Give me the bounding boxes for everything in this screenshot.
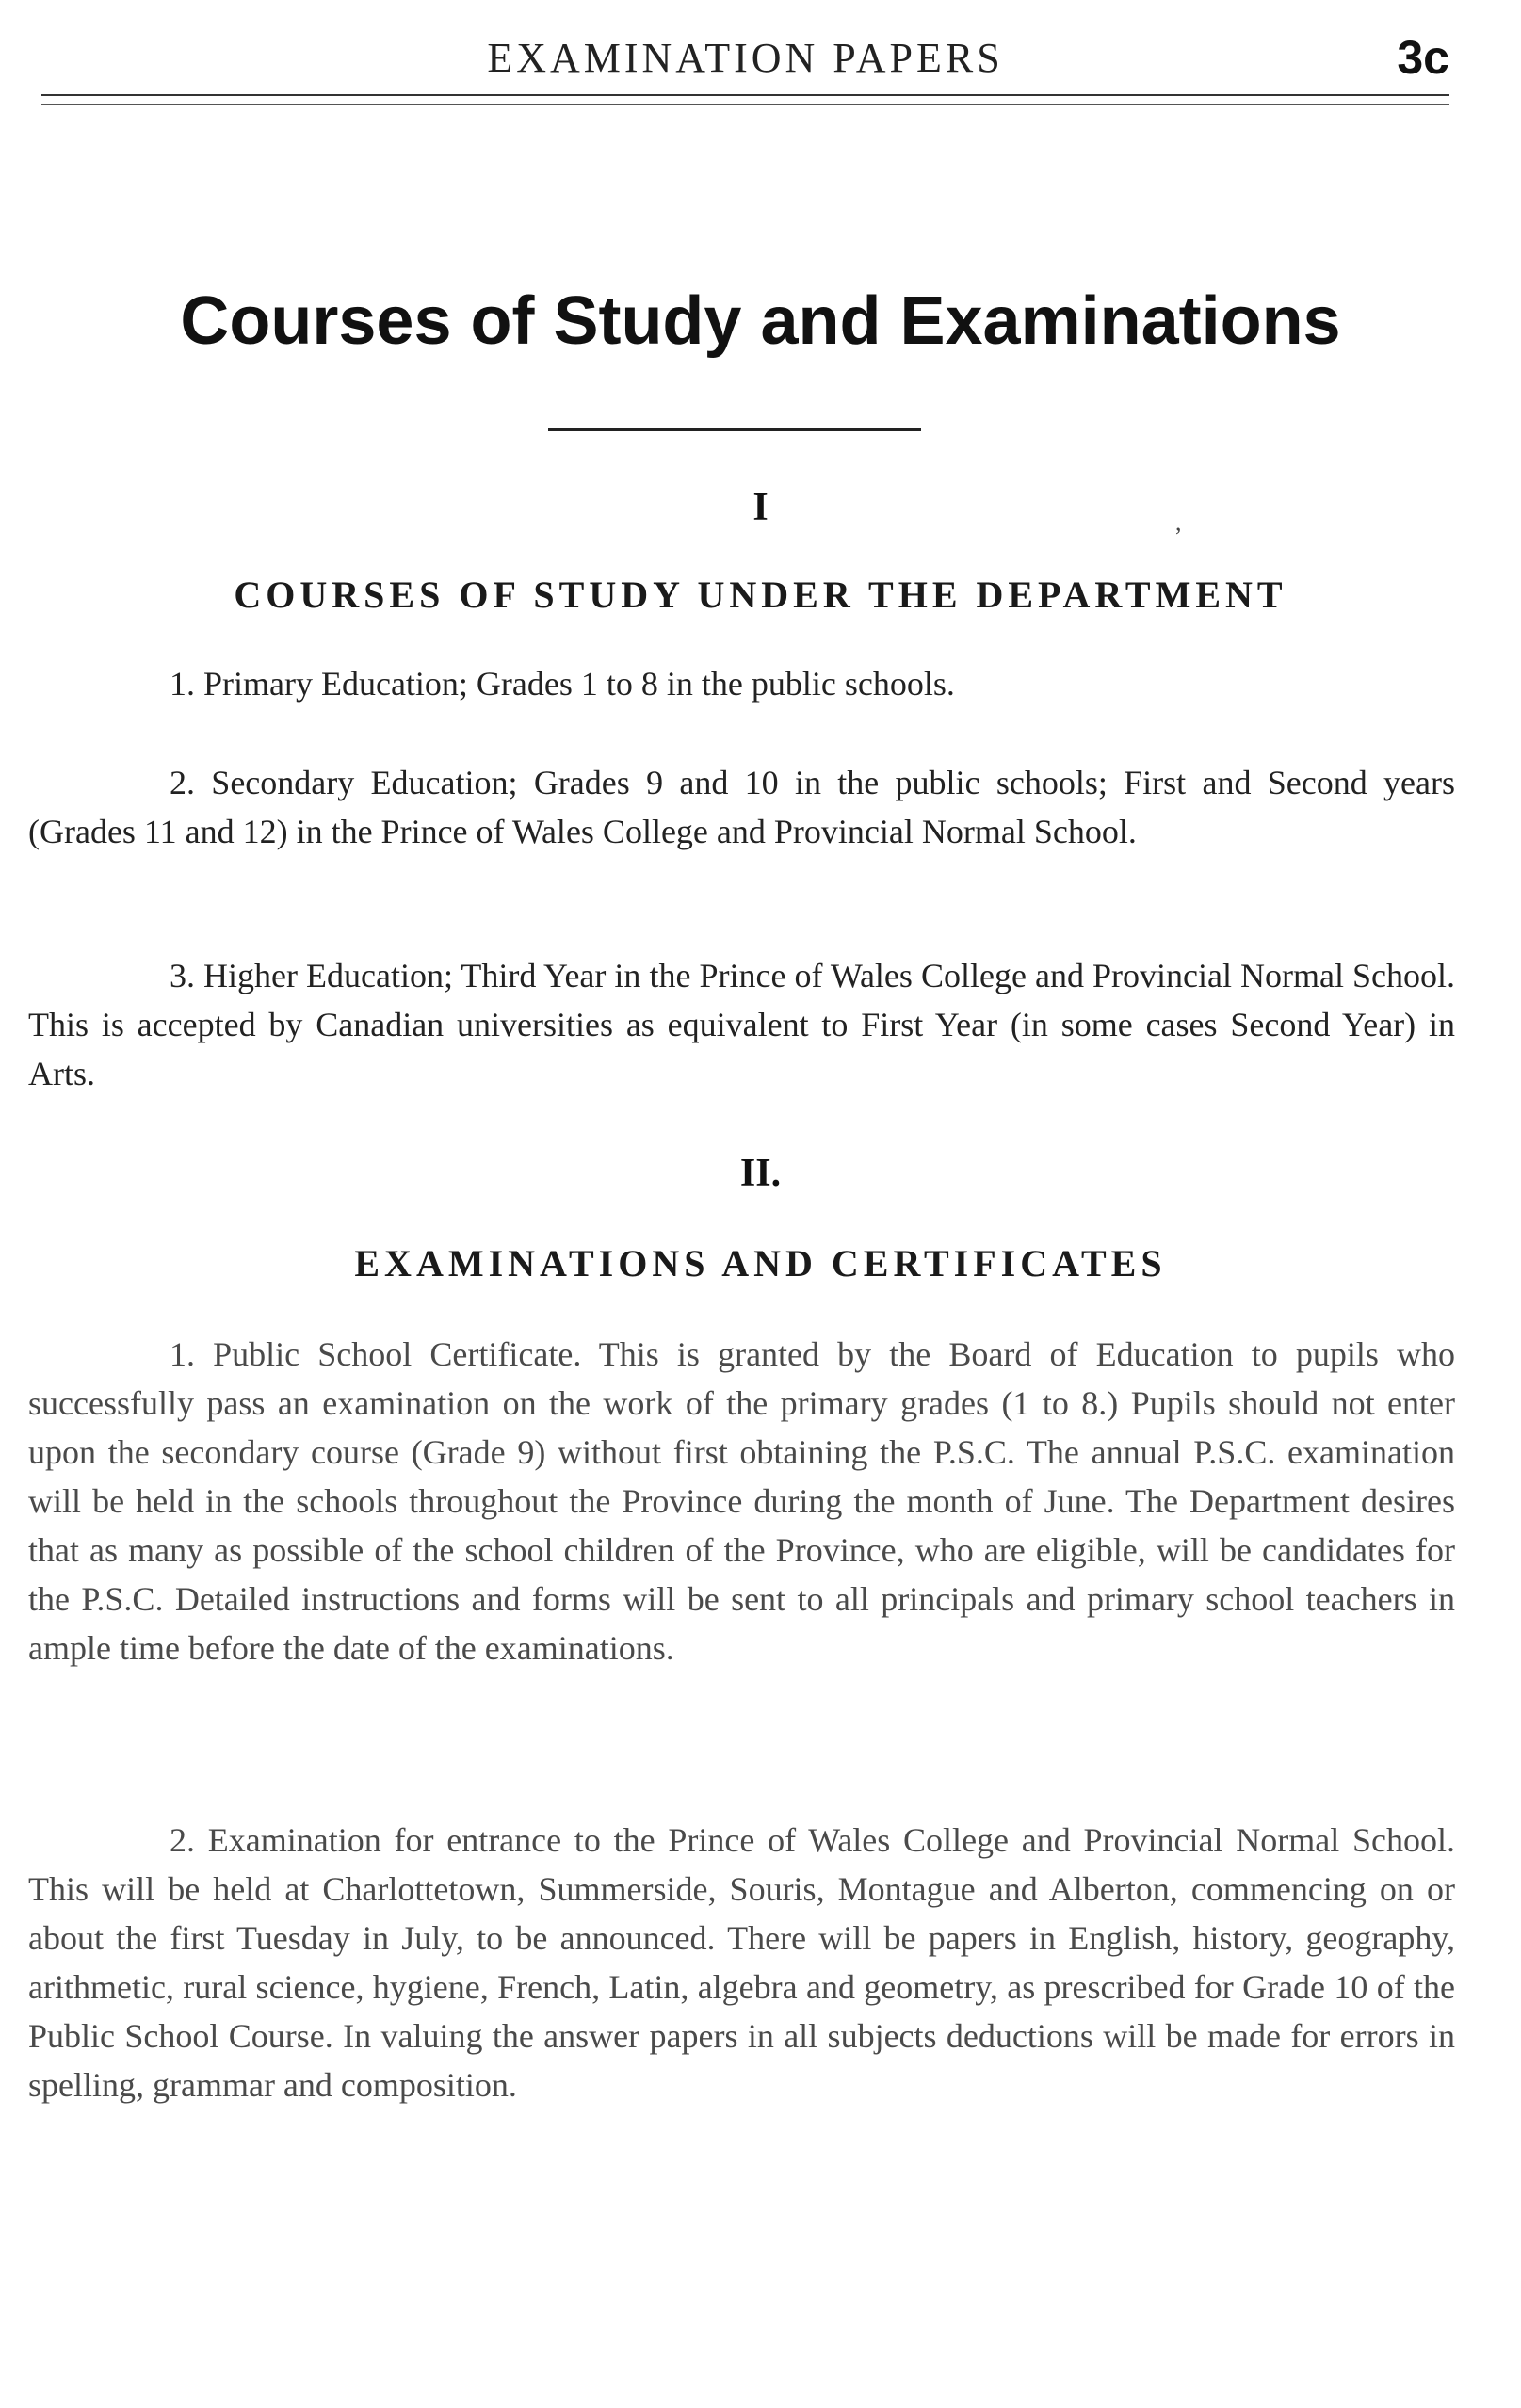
- header-rule-secondary: [41, 104, 1449, 105]
- section-1-heading: COURSES OF STUDY UNDER THE DEPARTMENT: [234, 574, 1287, 616]
- title-divider: [548, 428, 921, 431]
- header-rule: [41, 94, 1449, 96]
- section-1-numeral: I: [752, 486, 769, 529]
- section-1-item-3: 3. Higher Education; Third Year in the Prince of Wales College and Provincial Normal School. This is accepted by Canadian universities as equivalent to First Year (in some cases Second Year) in Arts.: [28, 957, 1455, 1092]
- page-title: Courses of Study and Examinations: [180, 283, 1341, 359]
- section-1-item-1: 1. Primary Education; Grades 1 to 8 in the public schools.: [170, 665, 955, 703]
- section-2-item-2: 2. Examination for entrance to the Prince of Wales College and Provincial Normal School. This will be held at Charlottetown, Summerside, Souris, Montague and Alberton, commencing on or about the first Tuesday in July, to be announced. There will be papers in English, history, geography, arithmetic, rural science, hygiene, French, Latin, algebra and geometry, as prescribed for Grade 10 of the Public School Course. In valuing the answer papers in all subjects deductions will be made for errors in spelling, grammar and composition.: [28, 1821, 1455, 2104]
- running-title: EXAMINATION PAPERS: [487, 35, 1004, 81]
- section-2-numeral: II.: [739, 1152, 782, 1195]
- running-header: [41, 26, 1449, 83]
- section-2-item-1: 1. Public School Certificate. This is granted by the Board of Education to pupils who successfully pass an examination on the work of the primary grades (1 to 8.) Pupils should not enter upon the secondary course (Grade 9) without first obtaining the P.S.C. The annual P.S.C. examination will be held in the schools throughout the Province during the month of June. The Department desires that as many as possible of the school children of the Province, who are eligible, will be candidates for the P.S.C. Detailed instructions and forms will be sent to all principals and primary school teachers in ample time before the date of the examinations.: [28, 1335, 1455, 1667]
- section-2-heading: EXAMINATIONS AND CERTIFICATES: [354, 1242, 1167, 1285]
- stray-mark: ,: [1175, 509, 1182, 536]
- section-1-item-2: 2. Secondary Education; Grades 9 and 10 in the public schools; First and Second years (Grades 11 and 12) in the Prince of Wales College and Provincial Normal School.: [28, 764, 1455, 850]
- page-number: 3c: [1397, 31, 1449, 84]
